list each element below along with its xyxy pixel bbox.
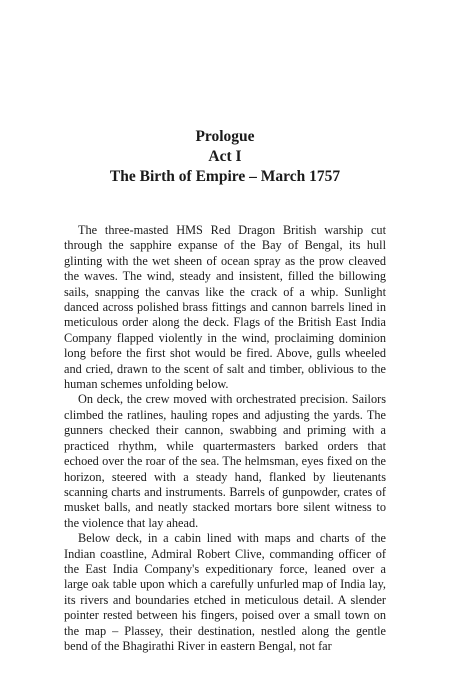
chapter-title: The Birth of Empire – March 1757 (109, 168, 341, 185)
prologue-title: Prologue (195, 128, 255, 145)
body-text (64, 223, 386, 654)
act-title: Act I (208, 148, 242, 165)
paragraph: Below deck, in a cabin lined with maps and charts of the Indian coastline, Admiral Robert Clive, commanding officer of the East India Company's expeditionary force, leaned over a large oak table upon which a carefully unfurled map of India lay, its rivers and boundaries etched in meticulous detail. A slender pointer rested between his fingers, poised over a small town on the map – Plassey, their destination, nestled along the gentle bend of the Bhagirathi River in eastern Bengal, not far (64, 531, 386, 653)
paragraph: On deck, the crew moved with orchestrated precision. Sailors climbed the ratlines, hauling ropes and adjusting the yards. The gunners checked their cannon, swabbing and priming with a practiced rhythm, while quartermasters barked orders that echoed over the roar of the sea. The helmsman, eyes fixed on the horizon, steered with a steady hand, flanked by lieutenants scanning charts and instruments. Barrels of gunpowder, crates of musket balls, and neatly stacked mortars bore silent witness to the violence that lay ahead. (64, 392, 386, 530)
paragraph: The three-masted HMS Red Dragon British warship cut through the sapphire expanse of the Bay of Bengal, its hull glinting with the wet sheen of ocean spray as the prow cleaved the waves. The wind, steady and insistent, filled the billowing sails, snapping the canvas like the crack of a whip. Sunlight danced across polished brass fittings and cannon barrels lined in meticulous order along the deck. Flags of the British East India Company flapped violently in the wind, proclaiming dominion long before the first shot would be fired. Above, gulls wheeled and cried, drawn to the scent of salt and timber, oblivious to the human schemes unfolding below. (64, 223, 386, 392)
chapter-heading (0, 127, 450, 187)
